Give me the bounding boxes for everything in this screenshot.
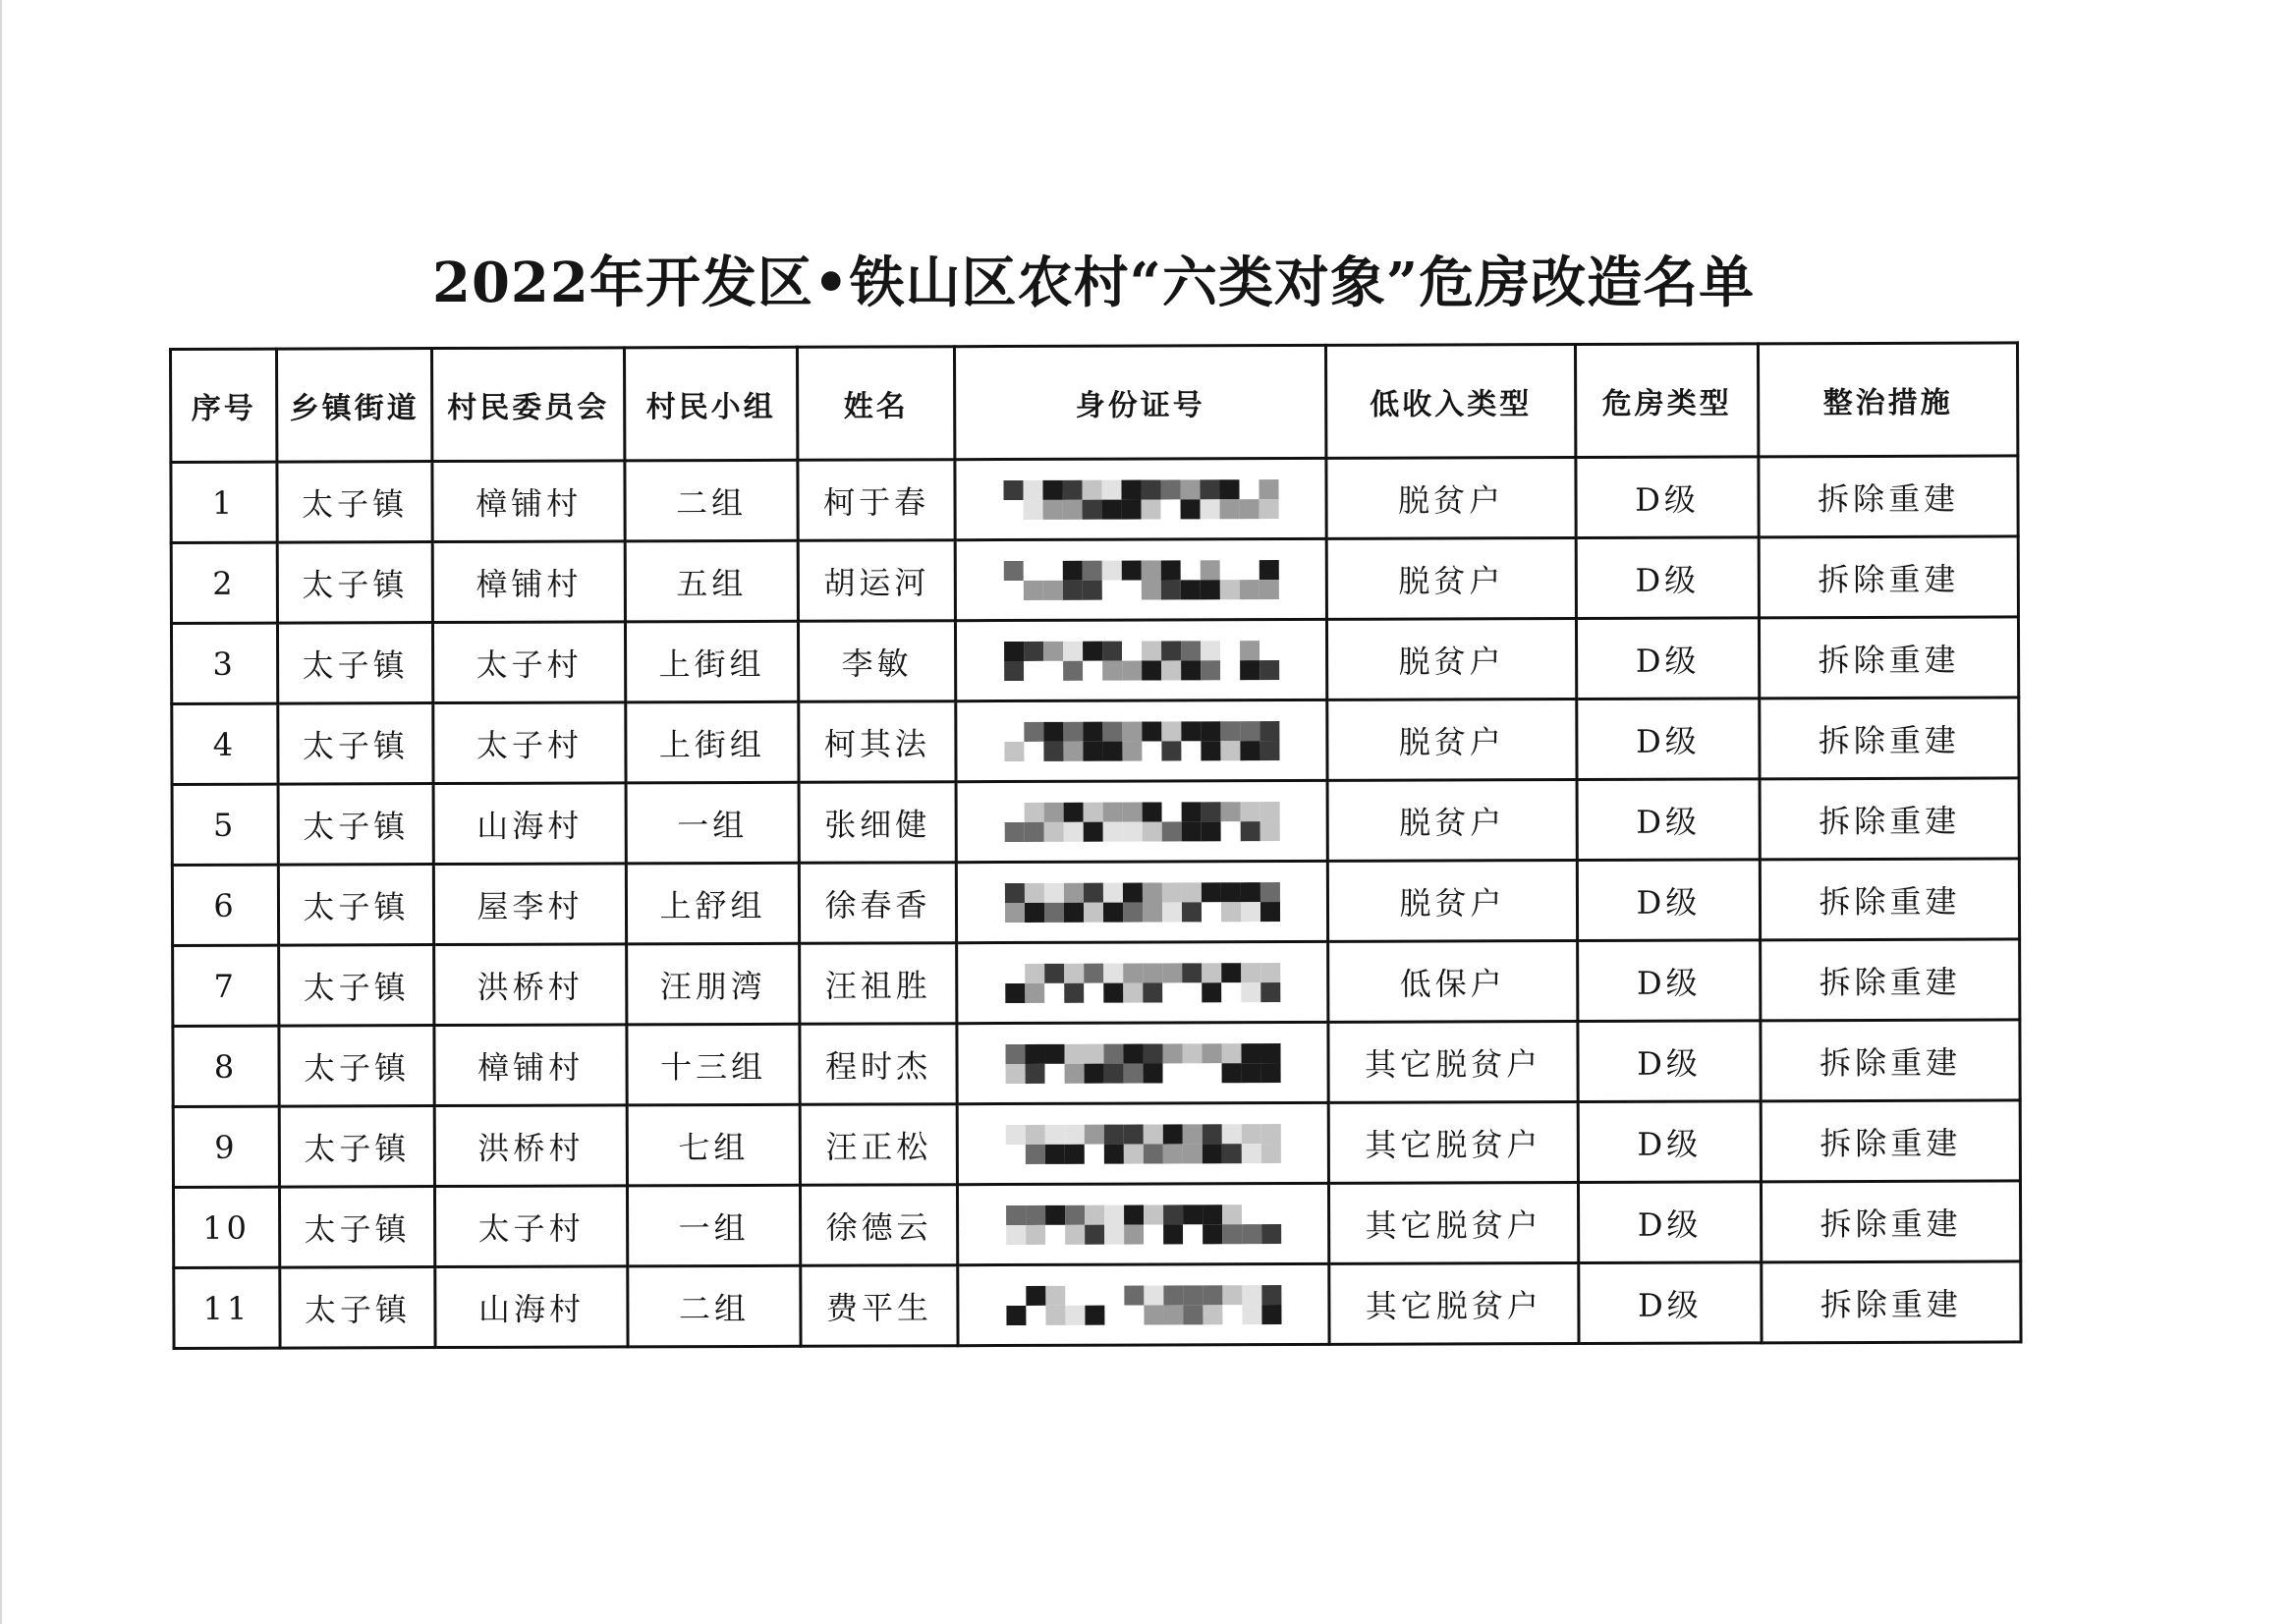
cell-village-committee: 山海村 xyxy=(435,1266,628,1348)
table-row xyxy=(172,859,2019,946)
cell-village-committee: 山海村 xyxy=(433,783,626,865)
cell-id-number-redacted xyxy=(956,700,1327,781)
cell-house-level: D级 xyxy=(1578,1021,1761,1102)
cell-town: 太子镇 xyxy=(280,1267,435,1349)
cell-id-number-redacted xyxy=(955,619,1326,700)
table-row xyxy=(173,1100,2020,1188)
cell-income-type: 脱贫户 xyxy=(1326,458,1576,539)
cell-village-committee: 樟铺村 xyxy=(432,461,625,542)
redaction-mosaic xyxy=(960,1204,1326,1244)
cell-measure: 拆除重建 xyxy=(1760,698,2019,779)
cell-name: 张细健 xyxy=(799,782,956,864)
cell-income-type: 其它脱贫户 xyxy=(1328,1182,1578,1263)
header-col-village-group: 村民小组 xyxy=(625,347,798,461)
redaction-mosaic xyxy=(957,478,1323,519)
cell-town: 太子镇 xyxy=(279,1106,434,1188)
redaction-mosaic xyxy=(959,881,1325,922)
cell-id-number-redacted xyxy=(957,1183,1328,1264)
table-body xyxy=(171,456,2021,1349)
cell-index: 4 xyxy=(172,703,278,784)
cell-measure: 拆除重建 xyxy=(1761,1100,2020,1182)
cell-village-committee: 洪桥村 xyxy=(434,944,627,1026)
cell-name: 徐德云 xyxy=(800,1185,957,1266)
table-row xyxy=(174,1261,2021,1349)
cell-village-committee: 屋李村 xyxy=(433,864,626,945)
cell-id-number-redacted xyxy=(955,458,1326,539)
table-row xyxy=(172,778,2019,866)
cell-village-group: 二组 xyxy=(628,1265,801,1347)
cell-measure: 拆除重建 xyxy=(1761,939,2020,1021)
cell-house-level: D级 xyxy=(1577,779,1760,861)
cell-name: 汪正松 xyxy=(800,1104,957,1186)
redaction-mosaic xyxy=(959,962,1325,1002)
table-row xyxy=(171,617,2018,704)
cell-income-type: 脱贫户 xyxy=(1327,860,1577,941)
cell-name: 徐春香 xyxy=(799,863,956,944)
cell-index: 10 xyxy=(173,1187,279,1267)
header-col-house-level: 危房类型 xyxy=(1575,344,1758,458)
cell-village-committee: 太子村 xyxy=(433,702,626,784)
cell-measure: 拆除重建 xyxy=(1762,1261,2021,1343)
cell-id-number-redacted xyxy=(958,1263,1329,1345)
cell-index: 3 xyxy=(171,623,277,703)
document-title: 2022年开发区•铁山区农村“六类对象”危房改造名单 xyxy=(432,251,1756,315)
cell-income-type: 脱贫户 xyxy=(1327,700,1577,781)
redaction-mosaic xyxy=(958,559,1324,599)
cell-income-type: 脱贫户 xyxy=(1327,780,1577,862)
cell-id-number-redacted xyxy=(956,780,1327,862)
page-edge-shadow xyxy=(0,0,2,1624)
redaction-mosaic xyxy=(960,1284,1326,1324)
cell-house-level: D级 xyxy=(1576,618,1759,700)
cell-town: 太子镇 xyxy=(277,542,432,624)
cell-income-type: 低保户 xyxy=(1328,940,1578,1022)
table-row xyxy=(173,1181,2020,1268)
cell-name: 柯于春 xyxy=(798,460,955,541)
cell-village-group: 二组 xyxy=(625,460,798,541)
cell-measure: 拆除重建 xyxy=(1761,1181,2020,1262)
cell-index: 1 xyxy=(171,462,277,542)
cell-name: 柯其法 xyxy=(799,701,956,783)
cell-town: 太子镇 xyxy=(278,784,433,866)
cell-house-level: D级 xyxy=(1579,1262,1762,1344)
cell-village-group: 上街组 xyxy=(626,701,799,783)
cell-income-type: 其它脱贫户 xyxy=(1328,1021,1578,1102)
header-col-name: 姓名 xyxy=(798,347,955,461)
cell-income-type: 其它脱贫户 xyxy=(1328,1101,1578,1183)
cell-village-group: 十三组 xyxy=(627,1024,800,1105)
cell-income-type: 脱贫户 xyxy=(1326,538,1576,620)
header-col-index: 序号 xyxy=(171,349,277,462)
cell-village-committee: 太子村 xyxy=(432,622,625,703)
cell-measure: 拆除重建 xyxy=(1759,456,2018,537)
cell-index: 7 xyxy=(173,945,279,1026)
cell-name: 费平生 xyxy=(801,1265,958,1347)
table-row xyxy=(172,698,2019,785)
cell-house-level: D级 xyxy=(1578,940,1761,1022)
header-col-town: 乡镇街道 xyxy=(277,349,432,463)
cell-income-type: 脱贫户 xyxy=(1326,619,1576,700)
cell-name: 汪祖胜 xyxy=(800,943,957,1025)
cell-measure: 拆除重建 xyxy=(1759,617,2018,699)
cell-town: 太子镇 xyxy=(277,462,432,543)
cell-town: 太子镇 xyxy=(278,703,433,785)
cell-income-type: 其它脱贫户 xyxy=(1329,1262,1579,1344)
redaction-mosaic xyxy=(960,1123,1326,1163)
cell-id-number-redacted xyxy=(956,861,1327,942)
cell-index: 11 xyxy=(174,1267,280,1348)
cell-village-group: 一组 xyxy=(626,782,799,864)
cell-id-number-redacted xyxy=(955,538,1326,620)
cell-name: 程时杰 xyxy=(800,1024,957,1105)
cell-id-number-redacted xyxy=(957,941,1328,1023)
cell-house-level: D级 xyxy=(1578,1101,1761,1183)
cell-id-number-redacted xyxy=(957,1102,1328,1184)
redaction-mosaic xyxy=(959,801,1325,841)
cell-index: 6 xyxy=(172,865,278,945)
cell-index: 8 xyxy=(173,1026,279,1106)
cell-house-level: D级 xyxy=(1576,537,1759,619)
cell-house-level: D级 xyxy=(1577,860,1760,941)
cell-index: 5 xyxy=(172,784,278,865)
cell-village-group: 七组 xyxy=(627,1104,800,1186)
cell-measure: 拆除重建 xyxy=(1760,778,2019,860)
header-col-measure: 整治措施 xyxy=(1758,343,2017,457)
cell-town: 太子镇 xyxy=(279,945,434,1027)
table-row xyxy=(171,456,2018,543)
cell-town: 太子镇 xyxy=(279,1187,434,1268)
cell-name: 李敏 xyxy=(798,621,955,702)
list-table-wrapper xyxy=(169,341,2023,1350)
cell-town: 太子镇 xyxy=(278,865,433,946)
cell-measure: 拆除重建 xyxy=(1761,1020,2020,1101)
cell-measure: 拆除重建 xyxy=(1759,536,2018,618)
cell-measure: 拆除重建 xyxy=(1760,859,2019,940)
cell-village-committee: 樟铺村 xyxy=(434,1025,627,1106)
header-col-income-type: 低收入类型 xyxy=(1325,345,1575,459)
cell-house-level: D级 xyxy=(1578,1182,1761,1263)
cell-house-level: D级 xyxy=(1577,699,1760,780)
list-table xyxy=(169,341,2023,1350)
cell-village-group: 汪朋湾 xyxy=(627,943,800,1025)
table-row xyxy=(173,939,2020,1027)
cell-name: 胡运河 xyxy=(798,540,955,622)
cell-index: 2 xyxy=(171,542,277,623)
cell-village-group: 上街组 xyxy=(625,621,798,702)
cell-village-committee: 太子村 xyxy=(434,1186,627,1267)
table-row xyxy=(173,1020,2020,1107)
header-col-id-number: 身份证号 xyxy=(955,345,1326,459)
cell-village-group: 五组 xyxy=(625,540,798,622)
table-header-row xyxy=(171,343,2018,463)
cell-house-level: D级 xyxy=(1576,457,1759,538)
cell-town: 太子镇 xyxy=(277,623,432,704)
redaction-mosaic xyxy=(959,1042,1325,1083)
cell-village-group: 上舒组 xyxy=(626,863,799,944)
cell-town: 太子镇 xyxy=(279,1026,434,1107)
cell-village-committee: 洪桥村 xyxy=(434,1105,627,1187)
redaction-mosaic xyxy=(958,720,1324,760)
cell-village-group: 一组 xyxy=(627,1185,800,1266)
table-row xyxy=(171,536,2018,624)
redaction-mosaic xyxy=(958,640,1324,680)
header-col-village-committee: 村民委员会 xyxy=(432,348,625,462)
cell-index: 9 xyxy=(173,1106,279,1187)
cell-id-number-redacted xyxy=(957,1022,1328,1103)
cell-village-committee: 樟铺村 xyxy=(432,541,625,623)
